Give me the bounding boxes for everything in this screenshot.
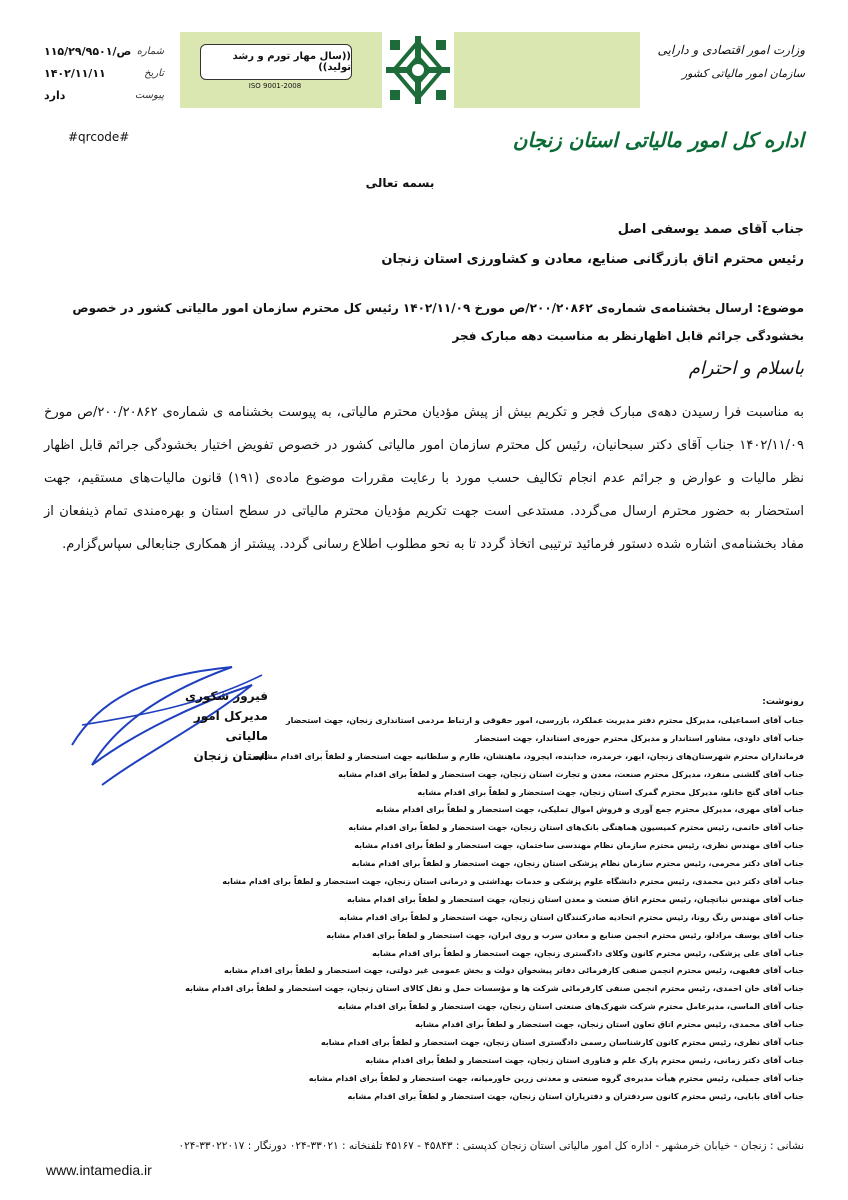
signer-name: فیروز شکوری <box>185 689 268 703</box>
recipient-title: رئیس محترم اتاق بازرگانی صنایع، معادن و کشاورزی استان زنجان <box>381 252 804 267</box>
letter-date: ۱۴۰۲/۱۱/۱۱ <box>44 66 106 80</box>
organization-name: سازمان امور مالیاتی کشور <box>681 67 805 80</box>
subject-line-1: موضوع: ارسال بخشنامه‌ی شماره‌ی ۲۰۰/۲۰۸۶۲/ص مورخ ۱۴۰۲/۱۱/۰۹ رئیس کل محترم سازمان امور مالیاتی کشور در خصوص <box>72 301 804 315</box>
cc-item: جناب آقای دکتر زمانی، رئیس محترم پارک علم و فناوری استان زنجان، جهت استحضار و لطفاً برای اقدام مشابه <box>365 1055 804 1065</box>
cc-item: جناب آقای مهری، مدیرکل محترم جمع آوری و فروش اموال تملیکی، جهت استحضار و لطفاً برای اقدام مشابه <box>375 805 804 815</box>
letter-body: به مناسبت فرا رسیدن دهه‌ی مبارک فجر و تکریم بیش از پیش مؤدیان محترم مالیاتی، به پیوست بخشنامه ی شماره‌ی ۲۰۰/۲۰۸۶۲/ص مورخ ۱۴۰۲/۱۱/۰۹ جناب آقای دکتر سبحانیان، رئیس کل محترم سازمان امور مالیاتی کشور در خصوص تفویض اختیار بخشودگی جرائم قابل اظهار نظر مالیات و عوارض و جرائم عدم انجام تکالیف حسب مورد با رعایت مقررات موضوع ماده‌ی (۱۹۱) قانون مالیات‌های مستقیم، جهت استحضار به حضور محترم ارسال می‌گردد. مستدعی است جهت تکریم مؤدیان محترم مالیاتی در سطح استان و بهره‌مندی تمام ذینفعان از مفاد بخشنامه‌ی اشاره شده دستور فرمائید ترتیبی اتخاذ گردد تا به نحو مطلوب اطلاع رسانی گردد. پیشتر از همکاری جنابعالی سپاس‌گزارم. <box>44 405 805 552</box>
cc-item: جناب آقای محمدی، رئیس محترم اتاق تعاون استان زنجان، جهت استحضار و لطفاً برای اقدام مشابه <box>415 1020 804 1030</box>
bismillah: بسمه تعالی <box>365 176 435 190</box>
attachment-label: پیوست <box>134 89 164 101</box>
cc-item: جناب آقای مهندس نظری، رئیس محترم سازمان نظام مهندسی ساختمان، جهت استحضار و لطفاً برای اقدام مشابه <box>354 841 804 851</box>
cc-list <box>84 712 804 1106</box>
cc-item: جناب آقای گلشنی منفرد، مدیرکل محترم صنعت، معدن و تجارت استان زنجان، جهت استحضار و لطفاً برای اقدام مشابه <box>338 769 804 779</box>
department-title: اداره کل امور مالیاتی استان زنجان <box>512 128 804 152</box>
cc-item: جناب آقای علی پزشکی، رئیس محترم کانون وکلای دادگستری زنجان، جهت استحضار و لطفاً برای اقدام مشابه <box>372 948 804 958</box>
iso-label: ISO 9001-2008 <box>248 82 302 90</box>
cc-item: جناب آقای مهندس رنگ رونا، رئیس محترم اتحادیه صادرکنندگان استان زنجان، جهت استحضار و لطفاً برای اقدام مشابه <box>339 912 804 922</box>
signer-title: مدیرکل امور مالیاتی <box>193 709 268 743</box>
cc-item: جناب آقای اسماعیلی، مدیرکل محترم دفتر مدیریت عملکرد، بازرسی، امور حقوقی و ارتباط مردمی استانداری زنجان، جهت استحضار <box>286 716 804 725</box>
cc-item: جناب آقای جمیلی، رئیس محترم هیأت مدیره‌ی گروه صنعتی و معدنی زرین خاورمیانه، جهت استحضار و لطفاً برای اقدام مشابه <box>308 1073 804 1083</box>
attachment-value: دارد <box>44 88 66 102</box>
tax-organization-emblem-icon <box>382 32 454 108</box>
cc-item: جناب آقای مهندس نباتچیان، رئیس محترم اتاق صنعت و معدن استان زنجان، جهت استحضار و لطفاً برای اقدام مشابه <box>347 894 804 904</box>
recipient-name: جناب آقای صمد یوسفی اصل <box>617 222 804 237</box>
number-label: شماره <box>136 45 164 57</box>
date-label: تاریخ <box>144 67 164 79</box>
greeting: باسلام و احترام <box>688 358 804 379</box>
cc-item: جناب آقای دکتر دین محمدی، رئیس محترم دانشگاه علوم پزشکی و خدمات بهداشتی و درمانی استان زنجان، جهت استحضار و لطفاً برای اقدام مشابه <box>222 877 804 887</box>
signer-region: استان زنجان <box>193 749 268 763</box>
letter-meta <box>44 40 164 106</box>
cc-item: جناب آقای بابایی، رئیس محترم کانون سردفتران و دفتریاران استان زنجان، جهت استحضار و لطفاً برای اقدام مشابه <box>347 1091 804 1101</box>
cc-item: جناب آقای الماسی، مدیرعامل محترم شرکت شهرک‌های صنعتی استان زنجان، جهت استحضار و لطفاً برای اقدام مشابه <box>337 1002 804 1012</box>
slogan-box: ((سال مهار تورم و رشد تولید)) <box>200 44 352 80</box>
footer-address: نشانی : زنجان - خیابان خرمشهر - اداره کل امور مالیاتی استان زنجان کدپستی : ۴۵۸۴۳ - ۴۵۱۶۷ تلفنخانه : ۳۳۰۲۱-۰۲۴ دورنگار : ۳۳۰۲۲۰۱۷-۰۲۴ <box>178 1140 804 1152</box>
cc-item: جناب آقای یوسف مرادلو، رئیس محترم انجمن صنایع و معادن سرب و روی ایران، جهت استحضار و لطفاً برای اقدام مشابه <box>326 930 804 940</box>
cc-item: جناب آقای فقیهی، رئیس محترم انجمن صنفی کارفرمائی دفاتر پیشخوان دولت و بخش عمومی غیر دولتی، جهت استحضار و لطفاً برای اقدام مشابه <box>224 966 804 976</box>
cc-item: جناب آقای گنج خانلو، مدیرکل محترم گمرک استان زنجان، جهت استحضار و لطفاً برای اقدام مشابه <box>417 787 804 797</box>
qrcode-placeholder: #qrcode# <box>68 130 130 144</box>
letter-number: ۱۱۵/۲۹/۹۵۰۱/ص <box>44 44 132 58</box>
subject-line-2: بخشودگی جرائم قابل اظهارنظر به مناسبت دهه مبارک فجر <box>452 329 804 343</box>
ministry-name: وزارت امور اقتصادی و دارایی <box>657 43 805 57</box>
cc-item: جناب آقای نظری، رئیس محترم کانون کارشناسان رسمی دادگستری استان زنجان، جهت استحضار و لطفاً برای اقدام مشابه <box>320 1038 804 1048</box>
cc-item: جناب آقای دکتر محرمی، رئیس محترم سازمان نظام پزشکی استان زنجان، جهت استحضار و لطفاً برای اقدام مشابه <box>351 859 804 869</box>
cc-item: جناب آقای داودی، مشاور استاندار و مدیرکل محترم حوزه‌ی استاندار، جهت استحضار <box>475 733 804 743</box>
cc-title: رونوشت: <box>762 697 804 707</box>
cc-item: فرمانداران محترم شهرستان‌های زنجان، ابهر، خرمدره، خدابنده، ایجرود، ماهنشان، طارم و سلطانیه جهت استحضار و لطفاً برای اقدام مشابه <box>253 751 804 761</box>
cc-item: جناب آقای خاتمی، رئیس محترم کمیسیون هماهنگی بانک‌های استان زنجان، جهت استحضار و لطفاً برای اقدام مشابه <box>348 823 804 833</box>
website-watermark: www.intamedia.ir <box>46 1162 152 1178</box>
ministry-block <box>640 38 805 86</box>
cc-item: جناب آقای خان احمدی، رئیس محترم انجمن صنفی کارفرمائی شرکت ها و مؤسسات حمل و نقل کالای استان زنجان، جهت استحضار و لطفاً برای اقدام مشابه <box>185 984 804 994</box>
